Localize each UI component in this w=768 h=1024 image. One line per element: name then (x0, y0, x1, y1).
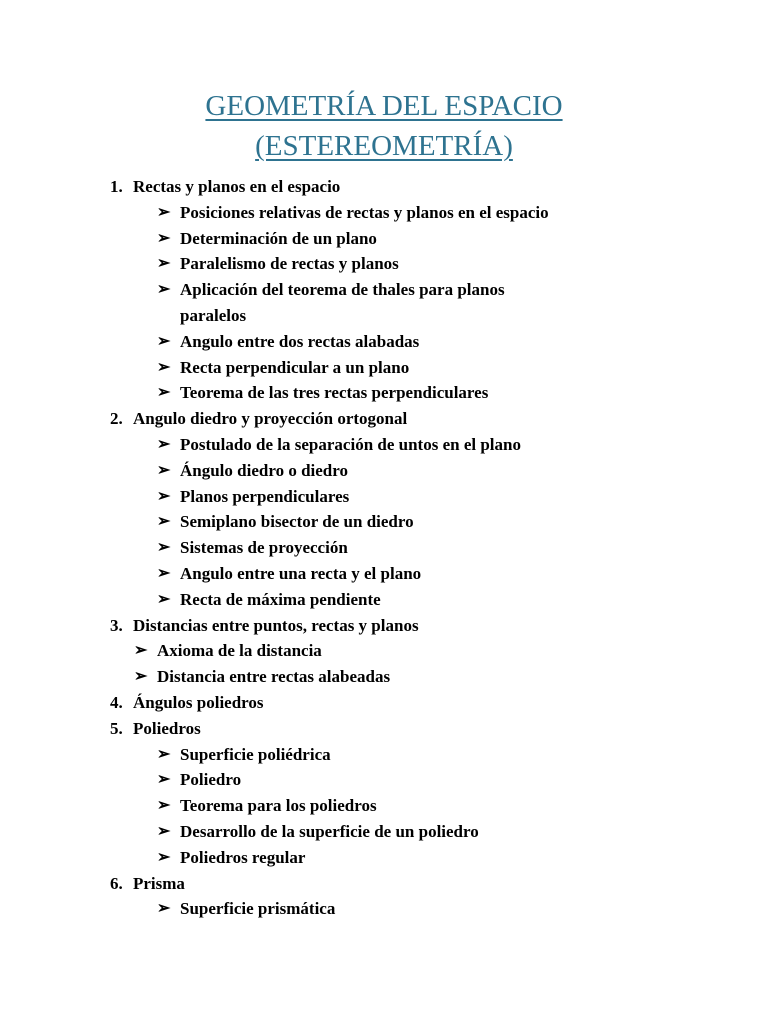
subtopic-label: Ángulo diedro o diedro (180, 460, 348, 480)
section-heading (0, 690, 768, 716)
arrowhead-bullet-icon: ➢ (157, 590, 171, 608)
arrowhead-bullet-icon: ➢ (134, 668, 148, 686)
topic-outline (0, 174, 768, 922)
subtopic-item (0, 767, 768, 793)
subtopic-label: Axioma de la distancia (157, 641, 322, 661)
section-heading (0, 406, 768, 432)
subtopic-item (0, 793, 768, 819)
subtopic-label: Determinación de un plano (180, 228, 377, 248)
subtopic-label: Poliedro (180, 770, 242, 790)
arrowhead-bullet-icon: ➢ (157, 461, 171, 479)
subtopic-label: Semiplano bisector de un diedro (180, 512, 414, 532)
arrowhead-bullet-icon: ➢ (157, 900, 171, 918)
subtopic-item (0, 509, 768, 535)
subtopic-label: Recta perpendicular a un plano (180, 357, 410, 377)
subtopic-continuation (0, 303, 768, 329)
arrowhead-bullet-icon: ➢ (157, 564, 171, 582)
subtopic-item (0, 251, 768, 277)
subtopic-label: Paralelismo de rectas y planos (180, 254, 399, 274)
subtopic-item (0, 226, 768, 252)
section-heading (0, 174, 768, 200)
subtopic-item (0, 432, 768, 458)
section-number: 6. (110, 873, 123, 893)
arrowhead-bullet-icon: ➢ (157, 745, 171, 763)
arrowhead-bullet-icon: ➢ (157, 332, 171, 350)
subtopic-label: Poliedros regular (180, 847, 306, 867)
subtopic-item (0, 845, 768, 871)
subtopic-label: Teorema de las tres rectas perpendiculares (180, 383, 489, 403)
section-number: 3. (110, 615, 123, 635)
section-label: Angulo diedro y proyección ortogonal (133, 409, 408, 429)
section-number: 1. (110, 177, 123, 196)
section-heading (0, 716, 768, 742)
section-number: 5. (110, 718, 123, 738)
subtopic-item (0, 535, 768, 561)
arrowhead-bullet-icon: ➢ (157, 487, 171, 505)
section-label: Rectas y planos en el espacio (133, 177, 341, 196)
subtopic-item (0, 742, 768, 768)
arrowhead-bullet-icon: ➢ (157, 255, 171, 273)
subtopic-item (0, 587, 768, 613)
subtopic-item (0, 561, 768, 587)
subtopic-item (0, 896, 768, 922)
section-label: Distancias entre puntos, rectas y planos (133, 615, 419, 635)
arrowhead-bullet-icon: ➢ (157, 771, 171, 789)
subtopic-label: Postulado de la separación de untos en el plano (180, 434, 521, 454)
subtopic-label: paralelos (180, 305, 247, 325)
subtopic-label: Desarrollo de la superficie de un poliedro (180, 821, 479, 841)
subtopic-label: Planos perpendiculares (180, 486, 350, 506)
subtopic-label: Teorema para los poliedros (180, 796, 377, 816)
arrowhead-bullet-icon: ➢ (157, 848, 171, 866)
subtopic-label: Aplicación del teorema de thales para planos (180, 280, 505, 300)
arrowhead-bullet-icon: ➢ (157, 822, 171, 840)
section-label: Prisma (133, 873, 185, 893)
subtopic-item (0, 277, 768, 303)
arrowhead-bullet-icon: ➢ (157, 797, 171, 815)
document-title: GEOMETRÍA DEL ESPACIO (205, 90, 563, 122)
section-heading (0, 613, 768, 639)
arrowhead-bullet-icon: ➢ (157, 384, 171, 402)
arrowhead-bullet-icon: ➢ (157, 358, 171, 376)
arrowhead-bullet-icon: ➢ (157, 539, 171, 557)
subtopic-item (0, 458, 768, 484)
document-subtitle: (ESTEREOMETRÍA) (255, 130, 513, 162)
arrowhead-bullet-icon: ➢ (157, 229, 171, 247)
arrowhead-bullet-icon: ➢ (157, 513, 171, 531)
section-number: 2. (110, 409, 123, 429)
subtopic-item (0, 664, 768, 690)
subtopic-item (0, 638, 768, 664)
arrowhead-bullet-icon: ➢ (157, 281, 171, 299)
subtopic-item (0, 380, 768, 406)
arrowhead-bullet-icon: ➢ (134, 642, 148, 660)
subtopic-item (0, 329, 768, 355)
subtopic-label: Sistemas de proyección (180, 538, 348, 558)
subtopic-label: Superficie poliédrica (180, 744, 331, 764)
section-label: Poliedros (133, 718, 201, 738)
subtopic-item (0, 819, 768, 845)
arrowhead-bullet-icon: ➢ (157, 203, 171, 221)
subtopic-label: Angulo entre dos rectas alabadas (180, 331, 420, 351)
subtopic-item (0, 200, 768, 226)
subtopic-label: Distancia entre rectas alabeadas (157, 667, 391, 687)
subtopic-label: Superficie prismática (180, 899, 336, 919)
section-label: Ángulos poliedros (133, 692, 264, 712)
subtopic-label: Angulo entre una recta y el plano (180, 563, 422, 583)
subtopic-item (0, 355, 768, 381)
subtopic-item (0, 484, 768, 510)
arrowhead-bullet-icon: ➢ (157, 435, 171, 453)
subtopic-label: Recta de máxima pendiente (180, 589, 381, 609)
section-heading (0, 871, 768, 897)
section-number: 4. (110, 692, 123, 712)
subtopic-label: Posiciones relativas de rectas y planos en el espacio (180, 202, 549, 222)
